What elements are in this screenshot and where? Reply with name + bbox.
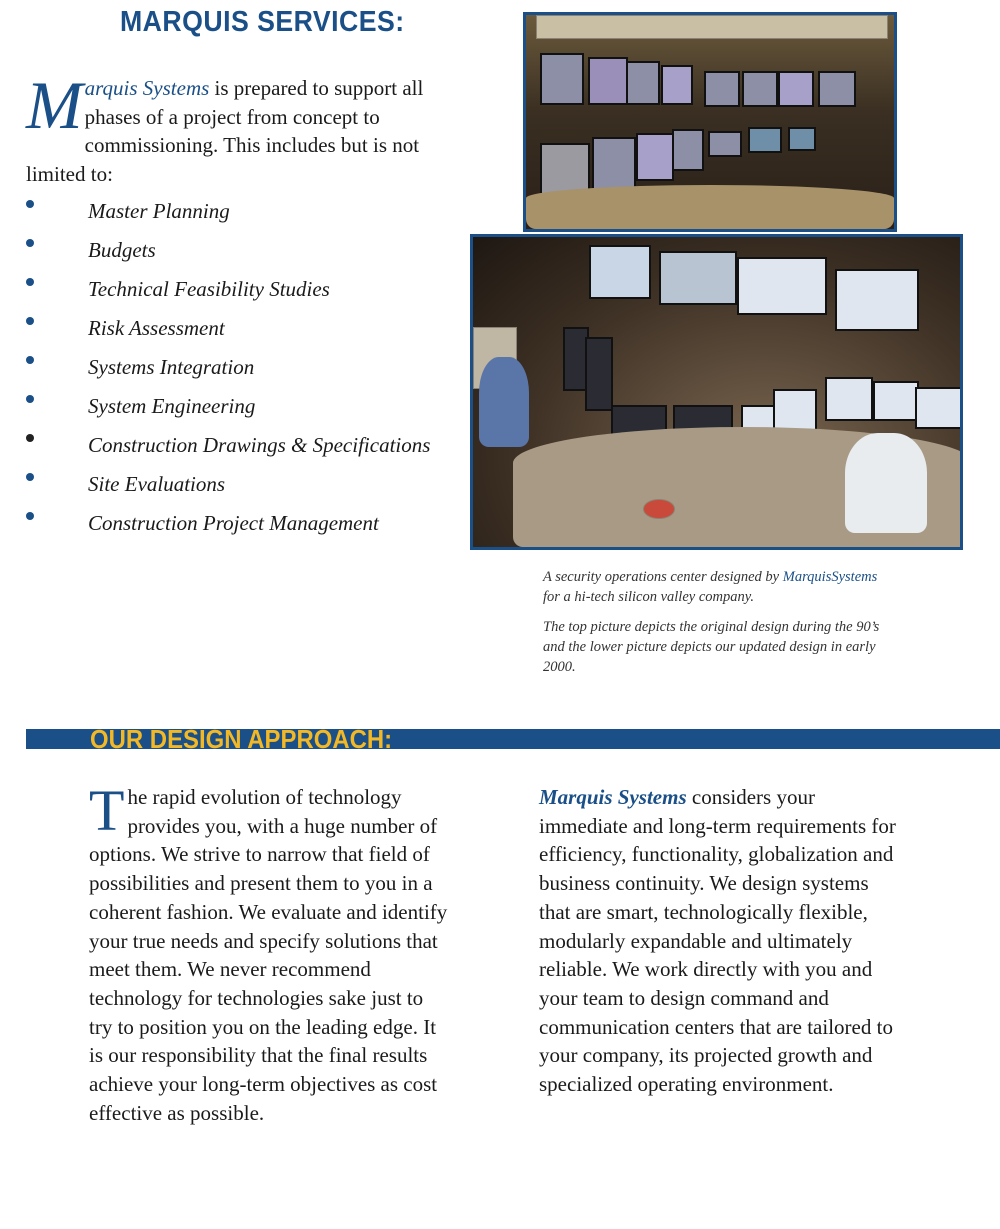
bullet-icon xyxy=(26,512,34,520)
services-heading: MARQUIS SERVICES: xyxy=(120,6,405,38)
approach-left-column xyxy=(89,778,449,1127)
bullet-icon xyxy=(26,317,34,325)
caption-line-2: The top picture depicts the original design during the 90’s and the lower picture depicts our updated design in early 2000. xyxy=(543,619,880,675)
bullet-icon xyxy=(26,356,34,364)
approach-right-text: considers your immediate and long-term requirements for efficiency, functionality, globalization and business continuity. We design systems that are smart, technologically flexible, modularly expandable and ultimately reliable. We work directly with you and your team to design command and communication centers that are tailored to your company, its projected growth and specialized operating environment. xyxy=(539,785,896,1097)
approach-right-brand: Marquis Systems xyxy=(539,785,687,809)
intro-brand: arquis Systems xyxy=(84,76,210,100)
bullet-icon xyxy=(26,200,34,208)
intro-text: is prepared to support all phases of a project from concept to commissioning. This includes but is not limited to: xyxy=(26,76,424,186)
bullet-icon xyxy=(26,395,34,403)
approach-heading: OUR DESIGN APPROACH: xyxy=(90,724,393,754)
approach-left-text: he rapid evolution of technology provides you, with a huge number of options. We strive to narrow that field of possibilities and present them to you in a coherent fashion. We evaluate and identify your true needs and specify solutions that meet them. We never recommend technology for technologies sake just to try to position you on the leading edge. It is our responsibility that the final results achieve your long-term objectives as cost effective as possible. xyxy=(89,785,448,1125)
bullet-icon xyxy=(26,473,34,481)
caption-line-1: A security operations center designed by MarquisSystems for a hi-tech silicon valley company. xyxy=(543,569,878,605)
control-room-photo-original xyxy=(523,12,897,232)
bullet-icon xyxy=(26,434,34,442)
control-room-photo-updated xyxy=(470,234,963,550)
intro-dropcap: M xyxy=(26,67,83,143)
approach-dropcap: T xyxy=(89,778,125,843)
services-intro xyxy=(26,67,456,188)
bullet-icon xyxy=(26,239,34,247)
photo-caption xyxy=(543,567,883,687)
bullet-icon xyxy=(26,278,34,286)
approach-right-column xyxy=(539,783,899,1099)
